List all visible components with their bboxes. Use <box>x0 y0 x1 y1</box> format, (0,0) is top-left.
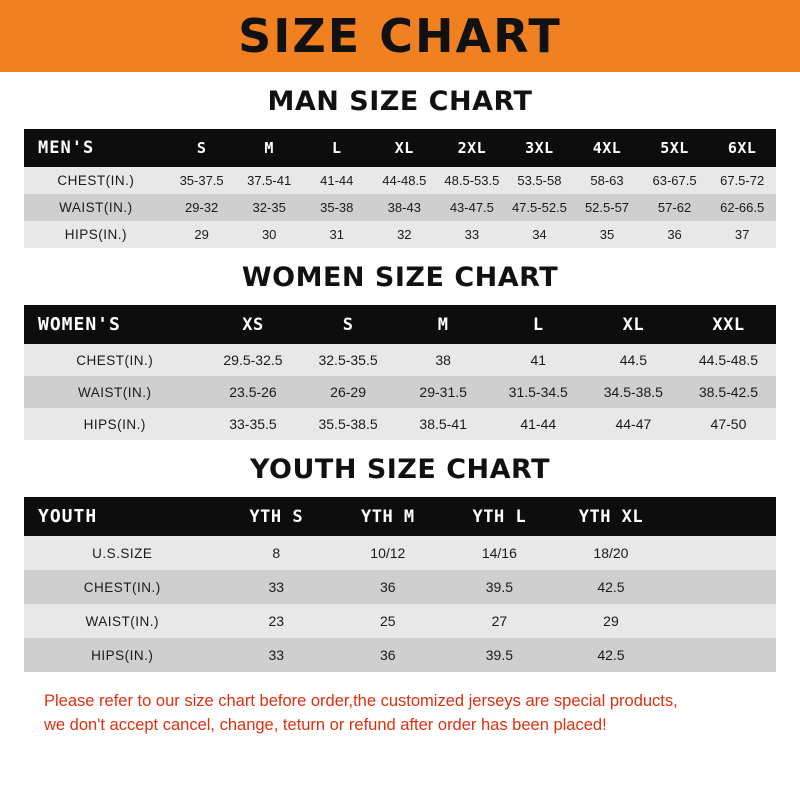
women-waist-xs: 23.5-26 <box>229 384 277 400</box>
men-col-6xl: 6XL <box>727 139 757 157</box>
men-waist-s: 29-32 <box>184 200 219 215</box>
youth-ussize-spacer <box>667 536 776 570</box>
youth-hips-xl: 42.5 <box>597 647 625 663</box>
men-hips-xl: 32 <box>397 227 412 242</box>
women-chest-xl: 44.5 <box>619 352 647 368</box>
section-men <box>24 86 776 248</box>
table-row <box>24 638 776 672</box>
men-hips-3xl: 34 <box>532 227 547 242</box>
women-col-l: L <box>532 314 544 335</box>
youth-size-table <box>24 497 776 672</box>
men-col-2xl: 2XL <box>457 139 487 157</box>
men-table-head <box>24 129 776 167</box>
men-col-m: M <box>264 139 274 157</box>
youth-row-label-chest: CHEST(IN.) <box>83 579 161 595</box>
men-waist-5xl: 57-62 <box>657 200 692 215</box>
youth-waist-spacer <box>667 604 776 638</box>
youth-col-s: YTH S <box>249 506 304 527</box>
women-table-head <box>24 305 776 344</box>
table-row <box>24 570 776 604</box>
men-row-label-chest: CHEST(IN.) <box>57 173 135 188</box>
men-hips-2xl: 33 <box>464 227 480 242</box>
youth-waist-l: 27 <box>491 613 508 629</box>
men-col-4xl: 4XL <box>592 139 622 157</box>
men-table-body <box>24 167 776 248</box>
women-col-xs: XS <box>242 314 264 335</box>
youth-hips-l: 39.5 <box>485 647 513 663</box>
youth-chest-m: 36 <box>380 579 396 595</box>
women-col-m: M <box>437 314 449 335</box>
men-hips-6xl: 37 <box>734 227 750 242</box>
women-chest-s: 32.5-35.5 <box>318 352 378 368</box>
table-row <box>24 536 776 570</box>
women-col-xxl: XXL <box>712 314 745 335</box>
youth-chest-s: 33 <box>268 579 285 595</box>
women-chest-l: 41 <box>530 352 547 368</box>
men-size-table <box>24 129 776 248</box>
women-col-xl: XL <box>622 314 645 335</box>
men-chest-6xl: 67.5-72 <box>720 173 765 188</box>
table-row <box>24 344 776 376</box>
women-hips-xl: 44-47 <box>615 416 652 432</box>
section-title-women: WOMEN SIZE CHART <box>241 262 559 293</box>
youth-row-label-hips: HIPS(IN.) <box>91 647 154 663</box>
table-row <box>24 408 776 440</box>
women-hips-s: 35.5-38.5 <box>318 416 378 432</box>
women-header-label: WOMEN'S <box>38 314 121 335</box>
men-header-label: MEN'S <box>38 138 95 158</box>
table-row <box>24 221 776 248</box>
youth-table-head <box>24 497 776 536</box>
youth-row-label-waist: WAIST(IN.) <box>85 613 159 629</box>
youth-header-label: YOUTH <box>38 506 98 527</box>
men-chest-3xl: 53.5-58 <box>517 173 562 188</box>
youth-col-xl: YTH XL <box>578 506 644 527</box>
men-chest-s: 35-37.5 <box>179 173 224 188</box>
women-chest-xxl: 44.5-48.5 <box>698 352 759 368</box>
men-chest-l: 41-44 <box>320 173 354 188</box>
women-waist-l: 31.5-34.5 <box>508 384 568 400</box>
table-row <box>24 376 776 408</box>
youth-hips-s: 33 <box>268 647 285 663</box>
men-hips-s: 29 <box>194 227 209 242</box>
youth-waist-s: 23 <box>268 613 285 629</box>
men-chest-xl: 44-48.5 <box>382 173 427 188</box>
men-hips-l: 31 <box>329 227 344 242</box>
women-hips-l: 41-44 <box>520 416 557 432</box>
women-row-label-waist: WAIST(IN.) <box>77 384 152 400</box>
men-waist-m: 32-35 <box>252 200 286 215</box>
men-chest-m: 37.5-41 <box>247 173 292 188</box>
women-row-label-chest: CHEST(IN.) <box>76 352 154 368</box>
men-col-5xl: 5XL <box>660 139 689 157</box>
content-area <box>0 86 800 738</box>
women-hips-m: 38.5-41 <box>419 416 467 432</box>
youth-waist-m: 25 <box>380 613 396 629</box>
youth-table-body <box>24 536 776 672</box>
youth-ussize-m: 10/12 <box>370 545 406 561</box>
page-title: SIZE CHART <box>238 9 562 63</box>
men-waist-6xl: 62-66.5 <box>720 200 765 215</box>
women-waist-m: 29-31.5 <box>419 384 467 400</box>
men-chest-4xl: 58-63 <box>590 173 624 188</box>
men-waist-3xl: 47.5-52.5 <box>511 200 567 215</box>
women-row-label-hips: HIPS(IN.) <box>83 416 146 432</box>
women-chest-m: 38 <box>435 352 451 368</box>
men-col-s: S <box>196 139 207 157</box>
youth-ussize-xl: 18/20 <box>593 545 629 561</box>
youth-chest-xl: 42.5 <box>597 579 625 595</box>
youth-hips-spacer <box>667 638 776 672</box>
section-title-youth: YOUTH SIZE CHART <box>249 454 551 485</box>
table-row <box>24 604 776 638</box>
table-row <box>24 167 776 194</box>
women-col-s: S <box>342 314 354 335</box>
notice-line-2: we don't accept cancel, change, teturn or refund after order has been placed! <box>44 715 607 734</box>
men-row-label-waist: WAIST(IN.) <box>59 200 133 215</box>
youth-hips-m: 36 <box>380 647 396 663</box>
men-chest-5xl: 63-67.5 <box>652 173 697 188</box>
women-table-body <box>24 344 776 440</box>
men-hips-m: 30 <box>261 227 277 242</box>
women-waist-xxl: 38.5-42.5 <box>698 384 759 400</box>
youth-ussize-l: 14/16 <box>481 545 517 561</box>
women-chest-xs: 29.5-32.5 <box>223 352 283 368</box>
youth-col-m: YTH M <box>360 506 415 527</box>
women-waist-s: 26-29 <box>330 384 366 400</box>
men-waist-xl: 38-43 <box>387 200 421 215</box>
women-waist-xl: 34.5-38.5 <box>603 384 663 400</box>
youth-col-spacer <box>667 497 776 536</box>
men-waist-l: 35-38 <box>320 200 354 215</box>
women-hips-xs: 33-35.5 <box>229 416 277 432</box>
youth-chest-spacer <box>667 570 776 604</box>
section-women <box>24 262 776 440</box>
notice-line-1: Please refer to our size chart before order,the customized jerseys are special products, <box>44 692 678 710</box>
youth-ussize-s: 8 <box>272 545 281 561</box>
youth-col-l: YTH L <box>472 506 527 527</box>
men-col-3xl: 3XL <box>525 139 554 157</box>
header-band <box>0 0 800 72</box>
order-notice <box>24 690 776 738</box>
youth-chest-l: 39.5 <box>485 579 513 595</box>
table-row <box>24 194 776 221</box>
youth-header-row <box>24 497 776 536</box>
men-header-row <box>24 129 776 167</box>
women-size-table <box>24 305 776 440</box>
section-youth <box>24 454 776 672</box>
youth-waist-xl: 29 <box>603 613 619 629</box>
women-hips-xxl: 47-50 <box>710 416 747 432</box>
men-col-xl: XL <box>394 139 414 157</box>
men-row-label-hips: HIPS(IN.) <box>64 227 128 242</box>
women-header-row <box>24 305 776 344</box>
youth-row-label-ussize: U.S.SIZE <box>92 545 153 561</box>
men-chest-2xl: 48.5-53.5 <box>444 173 500 188</box>
men-hips-4xl: 35 <box>599 227 615 242</box>
section-title-men: MAN SIZE CHART <box>267 86 533 117</box>
men-waist-4xl: 52.5-57 <box>584 200 630 215</box>
men-hips-5xl: 36 <box>667 227 682 242</box>
men-col-l: L <box>331 139 342 157</box>
men-waist-2xl: 43-47.5 <box>449 200 494 215</box>
